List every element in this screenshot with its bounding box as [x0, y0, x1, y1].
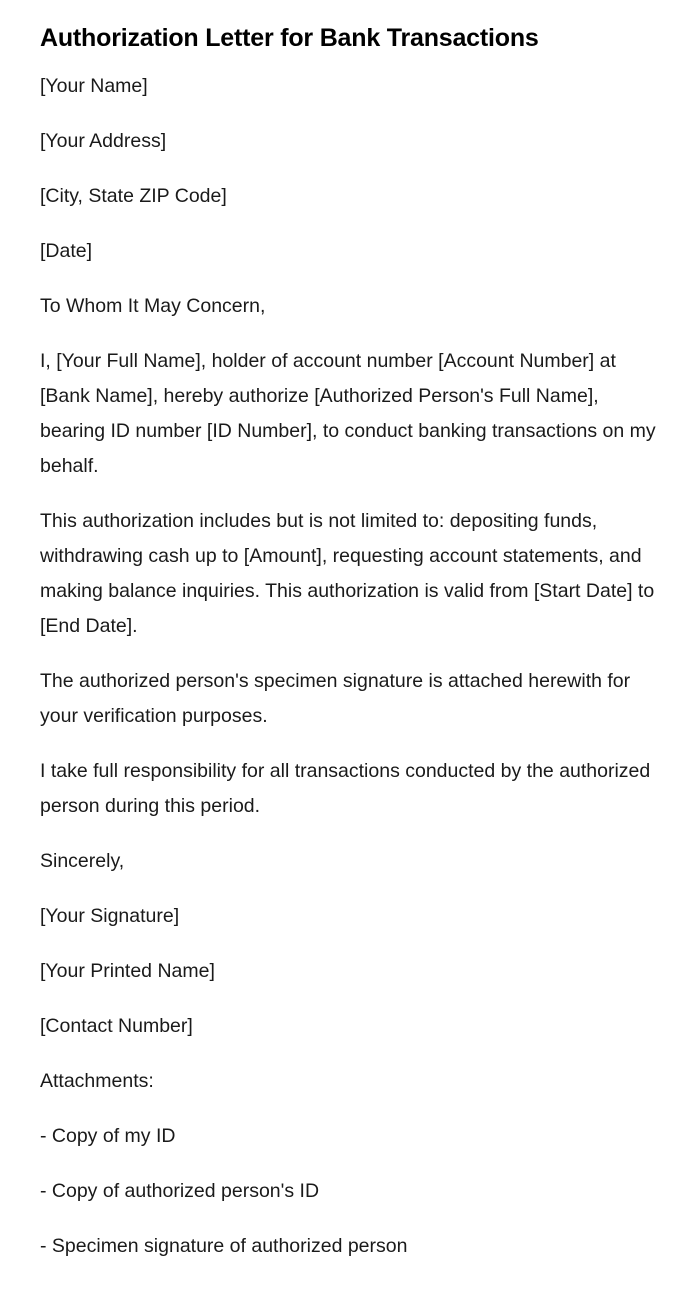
signature-line: [Your Signature] [40, 904, 180, 927]
sender-city-state-zip: [City, State ZIP Code] [40, 184, 227, 207]
attachment-item: - Specimen signature of authorized person [40, 1234, 408, 1257]
printed-name: [Your Printed Name] [40, 959, 215, 982]
attachments-heading: Attachments: [40, 1069, 154, 1092]
salutation: To Whom It May Concern, [40, 294, 266, 317]
body-paragraph-responsibility: I take full responsibility for all transactions conducted by the authorized person during this period. [40, 759, 651, 817]
attachment-item: - Copy of authorized person's ID [40, 1179, 320, 1202]
letter-date: [Date] [40, 239, 93, 262]
document-title: Authorization Letter for Bank Transactions [40, 24, 539, 52]
body-paragraph-authorization: I, [Your Full Name], holder of account number [Account Number] at [Bank Name], hereby authorize [Authorized Person's Full Name], bearing ID number [ID Number], to conduct banking transactions on my behalf. [40, 349, 656, 477]
body-paragraph-signature: The authorized person's specimen signature is attached herewith for your verification purposes. [40, 669, 631, 727]
closing: Sincerely, [40, 849, 125, 872]
body-paragraph-scope: This authorization includes but is not limited to: depositing funds, withdrawing cash up to [Amount], requesting account statements, and making balance inquiries. This authorization is valid from [Start Date] to [End Date]. [40, 509, 655, 637]
attachment-item: - Copy of my ID [40, 1124, 176, 1147]
letter-page [40, 22, 660, 1284]
contact-number: [Contact Number] [40, 1014, 193, 1037]
sender-name: [Your Name] [40, 74, 148, 97]
sender-address: [Your Address] [40, 129, 167, 152]
